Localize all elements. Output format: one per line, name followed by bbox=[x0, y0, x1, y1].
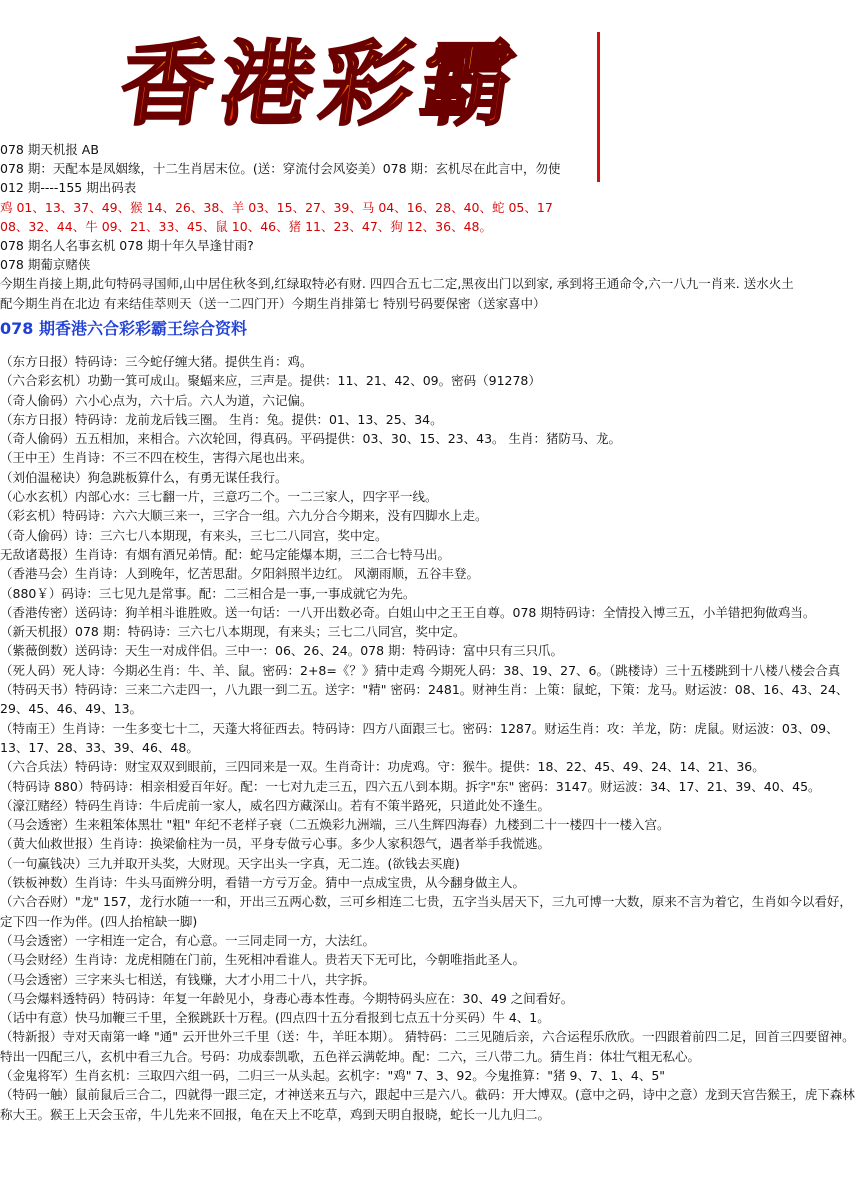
banner-title-art bbox=[120, 24, 580, 136]
list-item: （新天机报）078 期：特码诗：三六七八本期现，有来头；三七二八同宫，奖中定。 bbox=[0, 624, 466, 640]
list-item: （黄大仙救世报）生肖诗：换梁偷柱为一员，平身专做亏心事。多少人家积怨气，遇者举手我慌逃。 bbox=[0, 836, 551, 852]
list-item: （东方日报）特码诗：三今蛇仔缠大猪。提供生肖：鸡。 bbox=[0, 354, 313, 369]
zodiac-number-line-2: 08、32、44、牛 09、21、33、45、鼠 10、46、猪 11、23、47、狗 12、36、48。 bbox=[0, 218, 492, 234]
list-item: （奇人偷码）六小心点为，六十后。六人为道，六记偏。 bbox=[0, 392, 313, 408]
list-item: （香港传密）送码诗：狗羊相斗谁胜败。送一句话：一八开出数必奇。白姐山中之王王自尊。078 期特码诗：全情投入博三五，小羊错把狗做鸡当。 bbox=[0, 604, 816, 620]
info-line-5: 078 期葡京赌侠 bbox=[0, 257, 91, 273]
list-item: （濠江赌经）特码生肖诗：牛后虎前一家人，威名四方藏深山。若有不策半路死，只道此处不逢生。 bbox=[0, 797, 551, 813]
list-item: 无敌诸葛报）生肖诗：有烟有酒兄弟情。配：蛇马定能爆本期，三二合七特马出。 bbox=[0, 546, 451, 562]
list-item: （六合兵法）特码诗：财宝双双到眼前，三四同来是一双。生肖奇计：功虎鸡。守：猴牛。提供：18、22、45、49、24、14、21、36。 bbox=[0, 759, 765, 775]
list-item: （六合吞财）"龙" 157，龙行水随一一和，开出三五两心数，三可乡相连二七贵，五字当头居天下，三九可博一大数，原来不言为着它，生肖如今以看好，定下四一作为伴。(四人抬棺缺一脚) bbox=[0, 894, 852, 929]
entries-list bbox=[0, 352, 863, 1124]
info-line-6: 今期生肖接上期,此句特码寻国师,山中居住秋冬到,红绿取特必有财. 四四合五七二定,黑夜出门以到家, 承到将王通命令,六一八九一肖来. 送水火土 bbox=[0, 276, 794, 292]
list-item: （话中有意）快马加鞭三千里，全猴跳跃十万程。(四点四十五分看报到七点五十分买码）牛 4、1。 bbox=[0, 1010, 550, 1026]
list-item: （特新报）寺对天南第一峰 "通" 云开世外三千里（送：牛，羊旺本期）。 猜特码：二三见随后亲，六合运程乐欣欣。一四跟着前四二足，回首三四要留神。特出一四配三八，玄机中看三九合。号码：功成泰凯歌，五色祥云满乾坤。配：二六，三八带二九。猜生肖：体壮气粗无私心。 bbox=[0, 1029, 855, 1064]
zodiac-number-line-1: 鸡 01、13、37、49、猴 14、26、38、羊 03、15、27、39、马 04、16、28、40、蛇 05、17 bbox=[0, 199, 553, 215]
list-item: （马会爆料透特码）特码诗：年复一年龄见小，身毒心毒本性毒。今期特码头应在：30、49 之间看好。 bbox=[0, 990, 574, 1006]
list-item: （奇人偷码）诗：三六七八本期现，有来头，三七二八同宫，奖中定。 bbox=[0, 527, 388, 543]
list-item: （马会透密）生来粗笨体黑壮 "粗" 年纪不老样子衰（二五焕彩九洲端，三八生辉四海春）九楼到二十一楼四十一楼入宫。 bbox=[0, 817, 670, 833]
list-item: （特码天书）特码诗：三来二六走四一，八九跟一到二五。送字："精" 密码：2481。财神生肖：上策：鼠蛇，下策：龙马。财运波：08、16、43、24、29、45、46、49、13。 bbox=[0, 682, 849, 717]
info-line-4: 078 期名人名事玄机 078 期十年久旱逢甘雨? bbox=[0, 237, 254, 253]
list-item: （奇人偷码）五五相加，来相合。六次轮回，得真码。平码提供：03、30、15、23、43。 生肖：猪防马、龙。 bbox=[0, 431, 622, 447]
list-item: （铁板神数）生肖诗：牛头马面辨分明，看错一方亏万金。猜中一点成宝贵，从今翻身做主人。 bbox=[0, 875, 526, 891]
list-item: （香港马会）生肖诗：人到晚年，忆苦思甜。夕阳斜照半边红。 风潮雨顺，五谷丰登。 bbox=[0, 566, 479, 582]
info-line-2: 078 期：天配本是凤姻缘，十二生肖居末位。(送：穿流付会风姿美）078 期：玄机尽在此言中，勿使 bbox=[0, 161, 561, 177]
section-title: 078 期香港六合彩彩霸王综合资料 bbox=[0, 318, 247, 338]
list-item: （马会财经）生肖诗：龙虎相随在门前，生死相冲看谁人。贵若天下无可比，今朝唯指此圣人。 bbox=[0, 952, 526, 968]
list-item: （金鬼将军）生肖玄机：三取四六组一码，二归三一从头起。玄机字："鸡" 7、3、92。今鬼推算："猪 9、7、1、4、5" bbox=[0, 1067, 666, 1083]
banner-title: 香港彩霸 bbox=[120, 29, 530, 136]
list-item: （刘伯温秘诀）狗急跳板算什么，有勇无谋任我行。 bbox=[0, 469, 288, 485]
list-item: （六合彩玄机）功勤一箕可成山。聚蝠来应，三声是。提供：11、21、42、09。密码（91278） bbox=[0, 373, 541, 389]
list-item: （心水玄机）内部心水：三七翻一片，三意巧二个。一二三家人，四字平一线。 bbox=[0, 489, 438, 505]
list-item: （死人码）死人诗：今期必生肖：牛、羊、鼠。密码：2+8=《？》猜中走鸡 今期死人码：38、19、27、6。（跳楼诗）三十五楼跳到十八楼八楼会合真 bbox=[0, 662, 841, 678]
list-item: （880￥）码诗：三七见九是常事。配：二三相合是一事,一事成就它为先。 bbox=[0, 585, 416, 601]
list-item: （特南王）生肖诗：一生多变七十二，天蓬大将征西去。特码诗：四方八面跟三七。密码：1287。财运生肖：攻：羊龙，防：虎鼠。财运波：03、09、13、17、28、33、39、46、48。 bbox=[0, 720, 839, 755]
list-item: （东方日报）特码诗：龙前龙后钱三圈。 生肖：兔。提供：01、13、25、34。 bbox=[0, 411, 443, 427]
list-item: （马会透密）一字相连一定合，有心意。一三同走同一方，大法红。 bbox=[0, 932, 376, 948]
list-item: （一句赢钱决）三九并取开头奖，大财现。天字出头一字真，无二连。(欲钱去买鹿) bbox=[0, 855, 460, 871]
list-item: （特码一触）鼠前鼠后三合二，四就得一跟三定，才神送来五与六，跟起中三是六八。截码：开大博双。(意中之码，诗中之意）龙到天宫告猴王，虎下森林称大王。猴王上天会玉帝，牛儿先来不回报，龟在天上不吃草，鸡到天明自报晓，蛇长一儿九归二。 bbox=[0, 1087, 855, 1122]
list-item: （特码诗 880）特码诗：相亲相爱百年好。配：一七对九走三五，四六五八到本期。拆字"东" 密码：3147。财运波：34、17、21、39、40、45。 bbox=[0, 778, 821, 794]
list-item: （马会透密）三字来头七相送，有钱赚，大才小用二十八，共字拆。 bbox=[0, 971, 376, 987]
header-info bbox=[0, 140, 863, 341]
list-item: （彩玄机）特码诗：六六大顺三来一，三字合一组。六九分合今期来，没有四脚水上走。 bbox=[0, 508, 488, 524]
info-line-3: 012 期----155 期出码表 bbox=[0, 180, 137, 196]
info-line-7: 配今期生肖在北边 有来结佳萃则天（送一二四门开）今期生肖排第七 特别号码要保密（送家喜中） bbox=[0, 295, 546, 311]
info-line-1: 078 期天机报 AB bbox=[0, 142, 99, 157]
list-item: （王中王）生肖诗：不三不四在校生，害得六尾也出来。 bbox=[0, 450, 313, 466]
list-item: （紫薇倒数）送码诗：天生一对成伴侣。三中一：06、26、24。078 期：特码诗：富中只有三只爪。 bbox=[0, 643, 564, 659]
banner-logo bbox=[120, 24, 580, 136]
